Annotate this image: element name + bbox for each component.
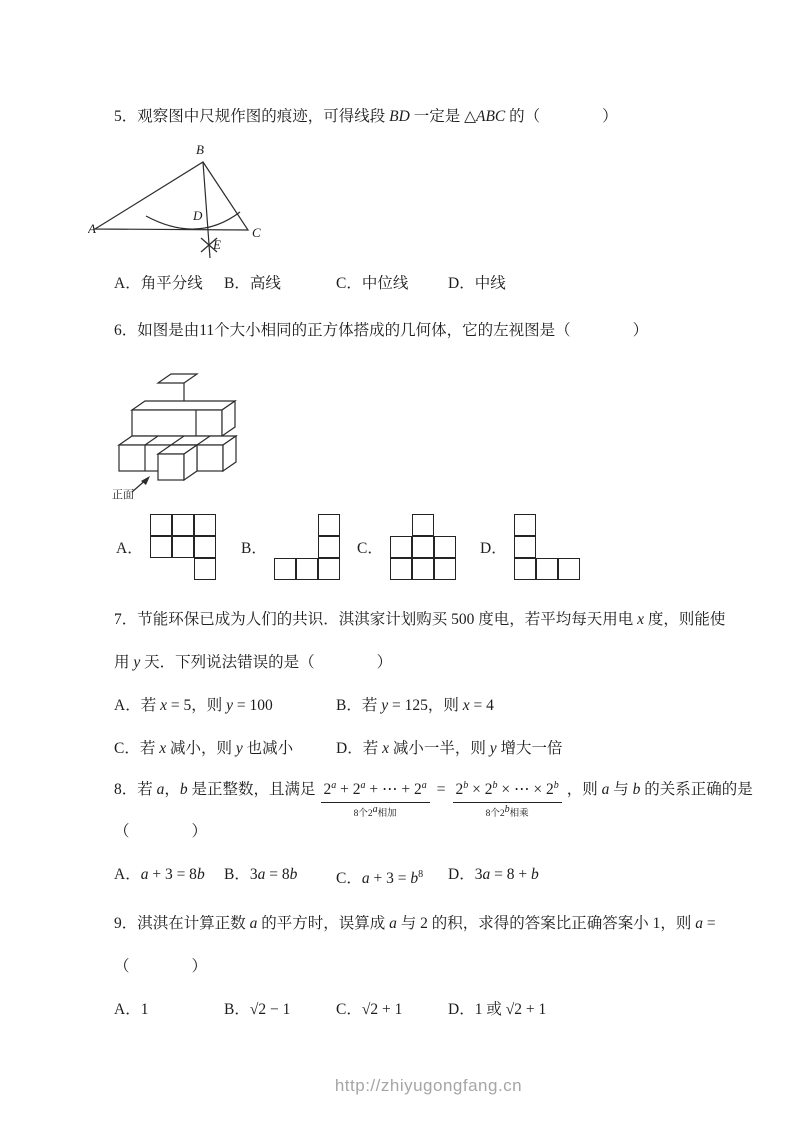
footer-watermark-url: http://zhiyugongfang.cn [334, 1075, 523, 1095]
shape-cell [514, 558, 536, 580]
question-8-answer-blank: （ ） [114, 822, 208, 840]
shape-cell [390, 558, 412, 580]
equals-sign: = [436, 781, 446, 798]
q6-option-a-shape [150, 514, 216, 580]
question-7-stem-line2: 用 y 天．下列说法错误的是（ ） [114, 654, 393, 671]
shape-cell [412, 536, 434, 558]
q6-option-b-label: B． [241, 540, 267, 557]
vertex-label-b: B [196, 142, 204, 157]
q6-option-a [116, 512, 216, 582]
empty-cell [434, 514, 456, 536]
q8-option-d: D．3a = 8 + b [448, 865, 539, 883]
q6-option-b-shape [274, 514, 340, 580]
question-7-options-row1 [114, 684, 743, 727]
front-caption: 正面 [112, 489, 134, 500]
empty-cell [274, 514, 296, 536]
q5-option-a: A．角平分线 [114, 275, 203, 292]
q5-option-b: B．高线 [224, 275, 281, 292]
empty-cell [390, 514, 412, 536]
question-6-options [114, 512, 743, 582]
q9-option-b: B．√2 − 1 [224, 1000, 291, 1018]
shape-cell [412, 514, 434, 536]
shape-cell [172, 536, 194, 558]
question-7-options-row2 [114, 727, 743, 770]
vertex-label-c: C [252, 225, 261, 240]
q6-option-b [241, 512, 340, 582]
q6-option-a-label: A． [116, 540, 143, 557]
question-9-answer-blank: （ ） [114, 957, 208, 975]
q6-option-c [357, 512, 456, 582]
q8-option-a: A．a + 3 = 8b [114, 865, 205, 883]
shape-cell [194, 514, 216, 536]
q7-option-b: B．若 y = 125，则 x = 4 [336, 697, 494, 714]
empty-cell [172, 558, 194, 580]
front-cube-front-face [158, 454, 184, 480]
shape-cell [150, 536, 172, 558]
q6-cube-solid-figure [110, 362, 285, 500]
empty-cell [536, 514, 558, 536]
q7-option-c: C．若 x 减小，则 y 也减小 [114, 740, 294, 757]
q9-option-c: C．√2 + 1 [336, 1000, 403, 1018]
q8-sum-underbrace-label: 8个2$^a$相加 [353, 803, 397, 820]
question-7-stem-line1: 7．节能环保已成为人们的共识．淇淇家计划购买 500 度电，若平均每天用电 x 度，则能使 [114, 611, 726, 628]
question-9-options [114, 988, 743, 1031]
empty-cell [558, 536, 580, 558]
shape-cell [536, 558, 558, 580]
empty-cell [296, 514, 318, 536]
question-6-stem: 6．如图是由11个大小相同的正方体搭成的几何体，它的左视图是（ ） [114, 322, 649, 339]
shape-cell [390, 536, 412, 558]
shape-cell [318, 536, 340, 558]
shape-cell [318, 514, 340, 536]
shape-cell [274, 558, 296, 580]
shape-cell [434, 536, 456, 558]
empty-cell [274, 536, 296, 558]
shape-cell [194, 536, 216, 558]
shape-cell [194, 558, 216, 580]
q8-product-expression [453, 779, 562, 820]
shape-cell [514, 514, 536, 536]
question-9-stem-line1: 9．淇淇在计算正数 a 的平方时，误算成 a 与 2 的积，求得的答案比正确答案小 1，则 a = [114, 914, 716, 932]
shape-cell [558, 558, 580, 580]
shape-cell [434, 558, 456, 580]
point-label-d: D [193, 208, 203, 223]
top-cube-top-face [158, 374, 197, 383]
shape-cell [296, 558, 318, 580]
q5-option-d: D．中线 [448, 275, 506, 292]
shape-cell [150, 514, 172, 536]
q8-option-c: C．$a + 3 = b^8$ [336, 868, 424, 887]
q6-option-d [480, 512, 580, 582]
q9-option-d: D．1 或 √2 + 1 [448, 1000, 547, 1018]
q7-option-d: D．若 x 减小一半，则 y 增大一倍 [336, 740, 563, 757]
q6-option-c-label: C． [357, 540, 383, 557]
vertex-label-a: A [88, 221, 96, 236]
empty-cell [150, 558, 172, 580]
q8-sum-expression [321, 779, 430, 820]
slab-top-face [132, 401, 235, 410]
shape-cell [172, 514, 194, 536]
empty-cell [296, 536, 318, 558]
q6-option-d-shape [514, 514, 580, 580]
shape-cell [514, 536, 536, 558]
triangle-abc [95, 162, 248, 230]
q8-option-b: B．3a = 8b [224, 865, 298, 883]
shape-cell [412, 558, 434, 580]
empty-cell [536, 536, 558, 558]
question-5-stem: 5．观察图中尺规作图的痕迹，可得线段 BD 一定是 △ABC 的（ ） [114, 108, 618, 125]
point-label-e: E [213, 237, 221, 252]
q6-option-c-shape [390, 514, 456, 580]
q8-stem-pre: 8．若 a，b 是正整数，且满足 [114, 781, 316, 798]
q7-option-a: A．若 x = 5，则 y = 100 [114, 697, 273, 714]
slab-front-face [132, 410, 222, 436]
empty-cell [558, 514, 580, 536]
q5-construction-figure [88, 140, 273, 262]
q6-option-d-label: D． [480, 540, 507, 557]
q8-product-terms: $2^b \times 2^b$ × ⋯ × $2^b$ [453, 779, 562, 803]
q8-product-underbrace-label: 8个2$^b$相乘 [485, 803, 529, 820]
q5-option-c: C．中位线 [336, 275, 409, 292]
q8-sum-terms: $2^a + 2^a$ + ⋯ + $2^a$ [321, 779, 430, 803]
question-8-options [114, 853, 743, 900]
question-5-options [114, 262, 743, 305]
q9-option-a: A．1 [114, 1000, 149, 1018]
shape-cell [318, 558, 340, 580]
q8-stem-post: ，则 a 与 b 的关系正确的是 [566, 781, 753, 798]
